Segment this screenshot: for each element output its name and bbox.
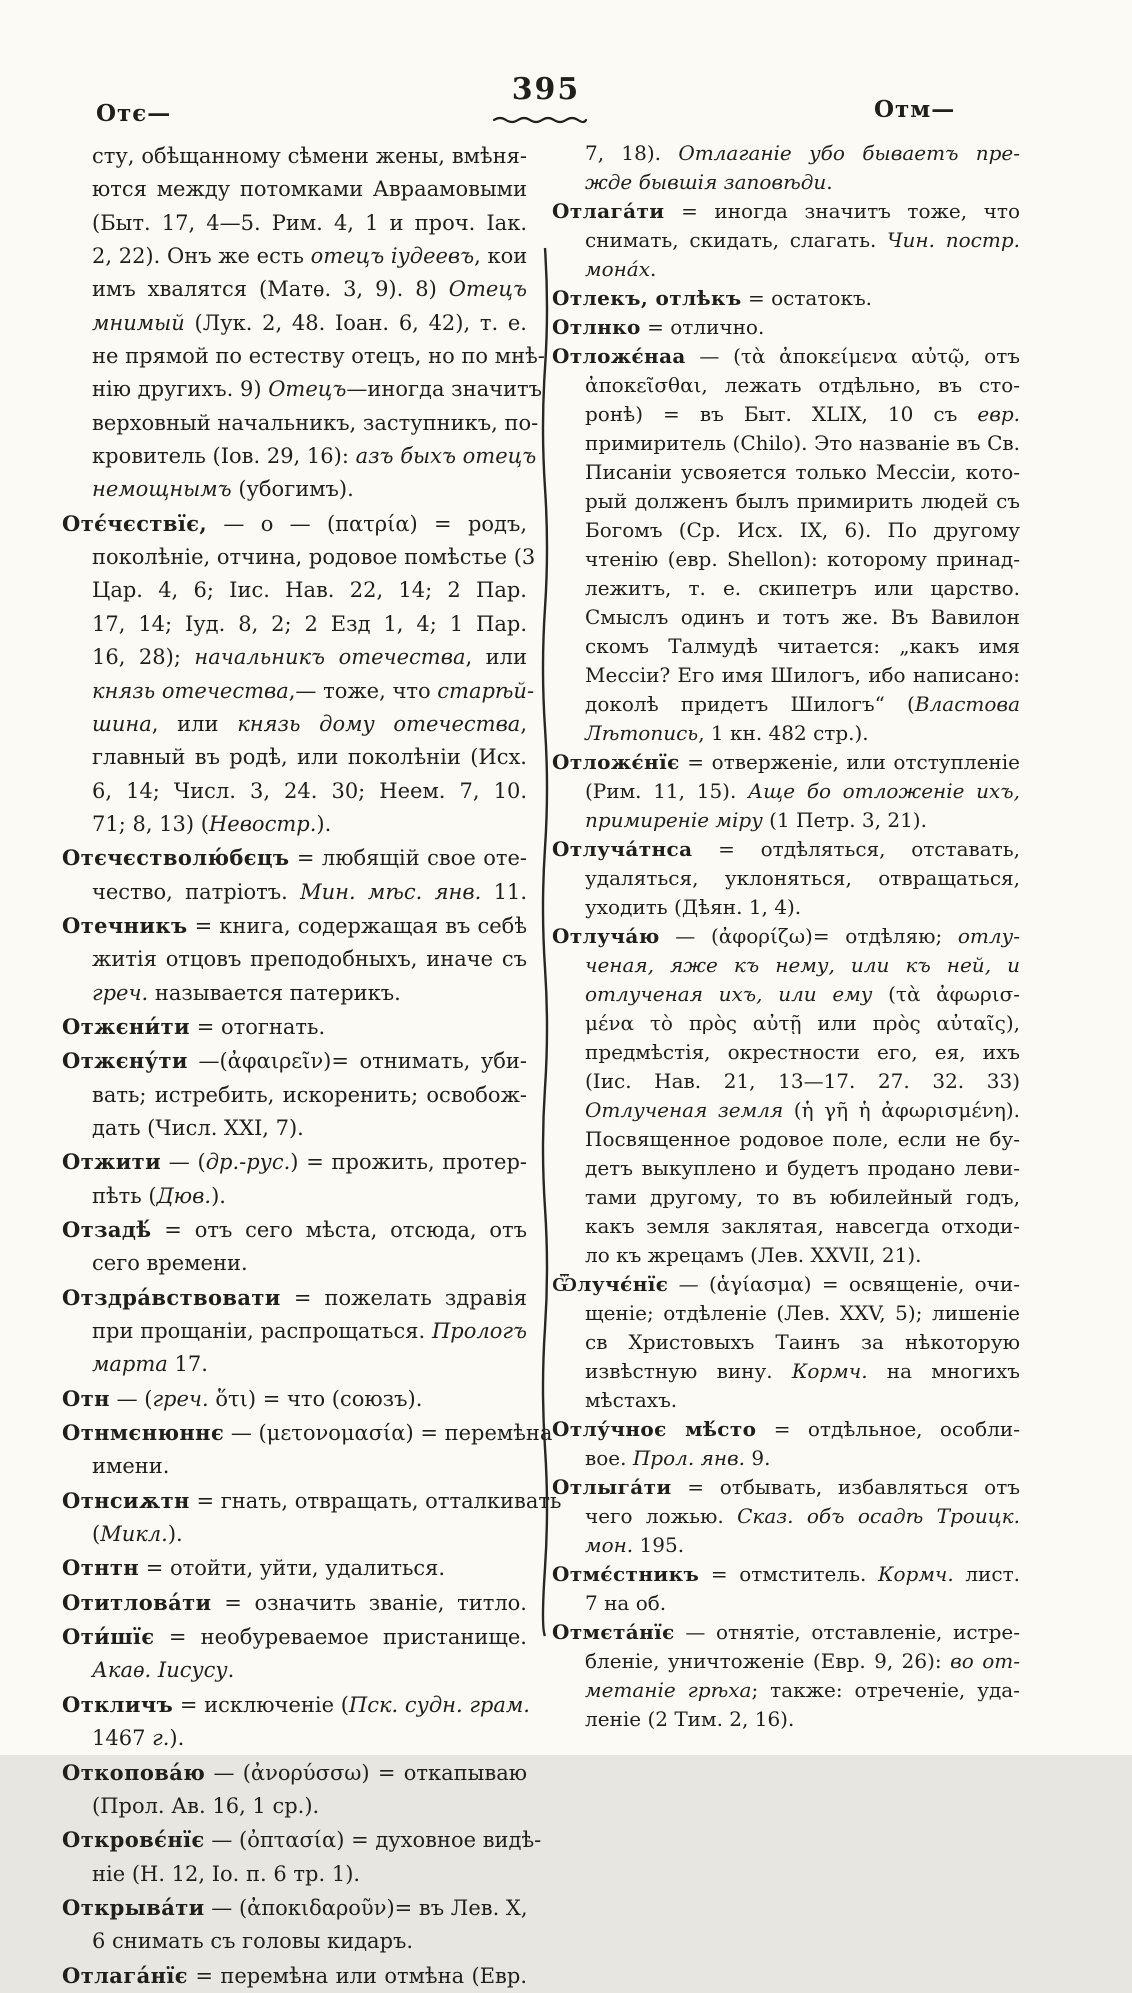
text-line: Отлага́нїє = перемѣна или отмѣна (Евр. [62, 1962, 527, 1988]
dictionary-entry [62, 909, 527, 1010]
text-line: Отздра́вствовати = пожелать здравія [62, 1284, 527, 1310]
text-line: ἀποκεῖσθαι, лежать отдѣльно, въ сто- [585, 373, 1020, 397]
headword: Отмє́стникъ [552, 1562, 700, 1586]
headword: Откопова́ю [62, 1759, 206, 1785]
text-line: Откопова́ю — (ἀνορύσσω) = откапываю [62, 1759, 527, 1785]
dictionary-entry [62, 1044, 527, 1145]
text-line: Писаніи усвояется только Мессіи, кото- [585, 460, 1020, 484]
text-line: мон. 195. [585, 1533, 685, 1557]
headword: Отнтн [62, 1555, 140, 1581]
text-line: скомъ Талмудѣ читается: „какъ имя [585, 634, 1020, 658]
dictionary-entry [552, 748, 1020, 835]
text-line: ло къ жрецамъ (Лев. XXVII, 21). [585, 1243, 922, 1267]
text-line: μένα τὸ πρὸς αὐτῇ или πρὸς αὐταῖς), [585, 1011, 1020, 1035]
text-line: главный въ родѣ, или поколѣніи (Исх. [92, 745, 527, 770]
dictionary-entry [62, 1823, 542, 1891]
headword: Откровє́нїє [62, 1827, 205, 1853]
text-line: снимать, скидать, слагать. Чин. постр. [585, 228, 1020, 252]
headword: Оти́шїє [62, 1624, 155, 1650]
dictionary-entry [62, 1281, 527, 1382]
dictionary-entry [62, 1620, 527, 1688]
text-line: Отмєта́нїє — отнятіе, отставленіе, истре- [552, 1620, 1020, 1644]
dictionary-entry [552, 835, 1020, 922]
text-line: Отнмєнюннє — (μετονομασία) = перемѣна [62, 1420, 553, 1446]
text-line: дать (Числ. XXI, 7). [92, 1115, 304, 1140]
text-line: мнимый (Лук. 2, 48. Іоан. 6, 42), т. е. [92, 310, 527, 335]
headword: Открыва́ти [62, 1894, 205, 1920]
dictionary-entry [62, 1756, 527, 1824]
headword: Отлнко [552, 315, 641, 339]
headword: Отнсиѫтн [62, 1487, 190, 1513]
text-line: Отлуча́ю — (ἀφορίζω)= отдѣляю; отлу- [552, 924, 1020, 948]
dictionary-entry [552, 1415, 1020, 1473]
dictionary-entry [62, 841, 527, 909]
text-line: Смыслъ одинъ и тотъ же. Въ Вавилон [585, 605, 1020, 629]
text-line: поколѣніе, отчина, родовое помѣстье (3 [92, 545, 536, 570]
headword: Ѿлучє́нїє [552, 1272, 669, 1296]
text-line: (Микл.). [92, 1522, 183, 1547]
running-head-left: Отє— [96, 100, 172, 127]
text-line: Отзадѣ́ = отъ сего мѣста, отсюда, отъ [62, 1217, 527, 1242]
dictionary-entry [552, 1473, 1020, 1560]
dictionary-entry [62, 1959, 527, 1993]
dictionary-entry [62, 1213, 527, 1281]
text-line: Отєчєстволю́бєцъ = любящій свое оте- [62, 845, 527, 871]
text-line: кровитель (Іов. 29, 16): азъ быхъ отецъ [92, 444, 537, 469]
text-line: (Рим. 11, 15). Аще бо отложеніе ихъ, [585, 779, 1020, 803]
entry-continuation [62, 140, 545, 507]
text-line: Отлученая земля (ἡ γῆ ἡ ἀφωρισμένη). [585, 1098, 1020, 1122]
text-line: немощнымъ (убогимъ). [92, 477, 354, 502]
text-line: сего времени. [92, 1251, 248, 1276]
text-line: Отжєни́ти = отогнать. [62, 1013, 326, 1039]
text-line: чество, патріотъ. Мин. мѣс. янв. 11. [92, 879, 528, 904]
dictionary-entry [62, 1586, 527, 1620]
headword: Отечникъ [62, 912, 188, 938]
dictionary-entry [552, 313, 1020, 342]
text-line: 6, 14; Числ. 3, 24. 30; Неем. 7, 10. [92, 778, 527, 803]
text-line: ются между потомками Авраамовыми [92, 177, 527, 202]
text-line: житія отцовъ преподобныхъ, иначе съ [92, 947, 527, 972]
text-line: предмѣстія, окрестности его, ея, ихъ [585, 1040, 1020, 1064]
text-line: Отжити — (др.-рус.) = прожить, протер- [62, 1149, 528, 1175]
text-line: Отн — (греч. ὅτι) = что (союзъ). [62, 1385, 423, 1411]
headword: Отитлова́ти [62, 1589, 212, 1615]
dictionary-entry [62, 1484, 562, 1552]
text-line: бленіе, уничтоженіе (Евр. 9, 26): во от- [585, 1649, 1020, 1673]
dictionary-entry [552, 1270, 1020, 1415]
column-right [552, 139, 1020, 1734]
text-line: пѣть (Дюв.). [92, 1183, 226, 1208]
text-line: тами другому, то въ юбилейный годъ, [585, 1185, 1020, 1209]
text-line: жде бывшія заповѣди. [585, 170, 833, 194]
text-line: Отлекъ, отлѣкъ = остатокъ. [552, 286, 873, 310]
text-line: Отнсиѫтн = гнать, отвращать, отталкивать [62, 1487, 562, 1513]
text-line: отлученая ихъ, или ему (τὰ ἀφωρισ- [585, 982, 1020, 1006]
text-line: вать; истребить, искоренить; освобож- [92, 1082, 527, 1107]
text-line: лежитъ, т. е. скипетръ или царство. [585, 576, 1020, 600]
text-line: 17, 14; Іуд. 8, 2; 2 Езд 1, 4; 1 Пар. [92, 611, 527, 636]
headword: Отжєни́ти [62, 1013, 191, 1039]
text-line: примиритель (Chilo). Это названіе въ Св. [585, 431, 1020, 455]
headword: Отлуча́ю [552, 924, 660, 948]
text-line: щеніе; отдѣленіе (Лев. XXV, 5); лишеніе [585, 1301, 1020, 1325]
text-line: извѣстную вину. Кормч. на многихъ [585, 1359, 1020, 1383]
text-line: Отечникъ = книга, содержащая въ себѣ [62, 912, 527, 938]
text-line: Посвященное родовое поле, если не бу- [585, 1127, 1020, 1151]
text-line: Откличъ = исключеніе (Пск. судн. грам. [62, 1691, 530, 1717]
dictionary-entry [62, 1891, 527, 1959]
text-line: марта 17. [92, 1352, 208, 1377]
text-line: Цар. 4, 6; Іис. Нав. 22, 14; 2 Пар. [92, 578, 527, 603]
text-line: Мессіи? Его имя Шилогъ, ибо написано: [585, 663, 1020, 687]
text-line: имъ хвалятся (Матѳ. 3, 9). 8) Отецъ [92, 277, 527, 302]
column-left [62, 140, 562, 1993]
dictionary-entry [62, 1551, 527, 1585]
text-line: удаляться, уклоняться, отвращаться, [585, 866, 1020, 890]
running-head-right: Отм— [874, 96, 956, 123]
text-line: (Іис. Нав. 21, 13—17. 27. 32. 33) [585, 1069, 1020, 1093]
text-line: 1467 г.). [92, 1726, 185, 1751]
text-line: (Быт. 17, 4—5. Рим. 4, 1 и проч. Іак. [92, 210, 527, 235]
headword: Отнмєнюннє [62, 1420, 225, 1446]
dictionary-entry [552, 342, 1020, 748]
headword: Отложє́наа [552, 344, 686, 368]
text-line: уходить (Дѣян. 1, 4). [585, 895, 802, 919]
text-line: мона́х. [585, 257, 657, 281]
text-line: ченая, яже къ нему, или къ ней, и [585, 953, 1020, 977]
dictionary-entry [552, 1618, 1020, 1734]
dictionary-entry [62, 1010, 527, 1044]
headword: Отложє́нїє [552, 750, 680, 774]
text-line: Отлу́чноє мѣ́сто = отдѣльное, особли- [552, 1417, 1020, 1441]
text-line: какъ земля заклятая, навсегда отходи- [585, 1214, 1020, 1238]
dictionary-entry [552, 284, 1020, 313]
text-line: вое. Прол. янв. 9. [585, 1446, 771, 1470]
headword: Отжєну́ти [62, 1048, 188, 1074]
headword: Отмєта́нїє [552, 1620, 675, 1644]
text-line: леніе (2 Тим. 2, 16). [585, 1707, 795, 1731]
dictionary-entry [552, 1560, 1020, 1618]
text-line: Отмє́стникъ = отмститель. Кормч. лист. [552, 1562, 1020, 1586]
dictionary-entry [62, 1688, 530, 1756]
text-line: ніе (Н. 12, Іо. п. 6 тр. 1). [92, 1861, 361, 1886]
text-line: 16, 28); начальникъ отечества, или [92, 645, 527, 670]
text-line: 6 снимать съ головы кидаръ. [92, 1929, 414, 1954]
dictionary-entry [62, 1382, 527, 1416]
text-line: Открыва́ти — (ἀποκιδαροῦν)= въ Лев. X, [62, 1894, 528, 1920]
text-line: мѣстахъ. [585, 1388, 678, 1412]
text-line: имени. [92, 1454, 170, 1479]
wavy-underline-icon [492, 114, 588, 126]
dictionary-entry [552, 922, 1020, 1270]
headword: Отлага́нїє [62, 1962, 188, 1988]
headword: Отлыга́ти [552, 1475, 672, 1499]
text-line: Отлага́ти = иногда значитъ тоже, что [552, 199, 1020, 223]
text-line: Отлнко = отлично. [552, 315, 765, 339]
entry-continuation [552, 139, 1020, 197]
text-line: Оти́шїє = необуреваемое пристанище. [62, 1624, 527, 1650]
dictionary-entry [62, 1416, 553, 1484]
text-line: рый долженъ былъ примирить людей съ [585, 489, 1020, 513]
headword: Отє́чєствїє, [62, 510, 208, 536]
headword: Отзадѣ́ [62, 1217, 152, 1242]
text-line: Отє́чєствїє, — о — (πατρία) = родъ, [62, 510, 527, 536]
text-line: (Прол. Ав. 16, 1 ср.). [92, 1793, 320, 1818]
text-line: верховный начальникъ, заступникъ, по- [92, 410, 539, 435]
text-line: детъ выкуплено и будетъ продано леви- [585, 1156, 1020, 1180]
text-line: ронѣ) = въ Быт. XLIX, 10 съ евр. [585, 402, 1020, 426]
text-line: греч. называется патерикъ. [92, 980, 401, 1005]
text-line: Отложє́наа — (τὰ ἀποκείμενα αὐτῷ, отъ [552, 344, 1020, 368]
headword: Отлекъ, отлѣкъ [552, 286, 742, 310]
headword: Отлага́ти [552, 199, 665, 223]
text-line: князь отечества,— тоже, что старѣй- [92, 678, 535, 703]
text-line: Богомъ (Ср. Исх. IX, 6). По другому [585, 518, 1020, 542]
text-line: Отлыга́ти = отбывать, избавляться отъ [552, 1475, 1020, 1499]
text-line: чего ложью. Сказ. объ осадѣ Троицк. [585, 1504, 1020, 1528]
text-line: св Христовыхъ Таинъ за нѣкоторую [585, 1330, 1020, 1354]
dictionary-entry [62, 1145, 527, 1213]
text-line: при прощаніи, распрощаться. Прологъ [92, 1319, 527, 1344]
headword: Отздра́вствовати [62, 1284, 281, 1310]
text-line: Отлуча́тнса = отдѣляться, отставать, [552, 837, 1020, 861]
text-line: 7 на об. [585, 1591, 667, 1615]
dictionary-entry [552, 197, 1020, 284]
text-line: Ѿлучє́нїє — (ἁγίασμα) = освященіе, очи- [552, 1272, 1020, 1296]
headword: Отєчєстволю́бєцъ [62, 845, 290, 871]
text-line: Отложє́нїє = отверженіе, или отступленіе [552, 750, 1020, 774]
text-line: Отнтн = отойти, уйти, удалиться. [62, 1555, 446, 1581]
headword: Отлуча́тнса [552, 837, 693, 861]
headword: Отжити [62, 1149, 162, 1175]
text-line: Лѣтопись, 1 кн. 482 стр.). [585, 721, 869, 745]
text-line: доколѣ придетъ Шилогъ“ (Властова [585, 692, 1020, 716]
page-number: 395 [511, 72, 581, 107]
dictionary-entry [62, 507, 536, 841]
headword: Отлу́чноє мѣ́сто [552, 1417, 757, 1441]
text-line: 71; 8, 13) (Невостр.). [92, 811, 332, 836]
text-line: Отжєну́ти —(ἀφαιρεῖν)= отнимать, уби- [62, 1048, 527, 1074]
text-line: метаніе грѣха; также: отреченіе, уда- [585, 1678, 1020, 1702]
text-line: сту, обѣщанному сѣмени жены, вмѣня- [92, 144, 527, 168]
text-line: Акаѳ. Іисусу. [92, 1658, 235, 1683]
text-line: чтенію (евр. Shellon): которому принад- [585, 547, 1020, 571]
text-line: не прямой по естеству отецъ, но по мнѣ- [92, 344, 545, 369]
headword: Отн [62, 1385, 110, 1411]
text-line: шина, или князь дому отечества, [92, 711, 527, 736]
text-line: Отитлова́ти = означить званіе, титло. [62, 1589, 527, 1615]
text-line: примиреніе міру (1 Петр. 3, 21). [585, 808, 927, 832]
text-line: нію другихъ. 9) Отецъ—иногда значитъ [92, 377, 542, 402]
text-line: 2, 22). Онъ же есть отецъ іудеевъ, кои [92, 244, 528, 269]
headword: Откличъ [62, 1691, 174, 1717]
text-line: 7, 18). Отлаганіе убо бываетъ пре- [585, 141, 1021, 165]
text-line: Откровє́нїє — (ὀπτασία) = духовное видѣ- [62, 1827, 542, 1853]
